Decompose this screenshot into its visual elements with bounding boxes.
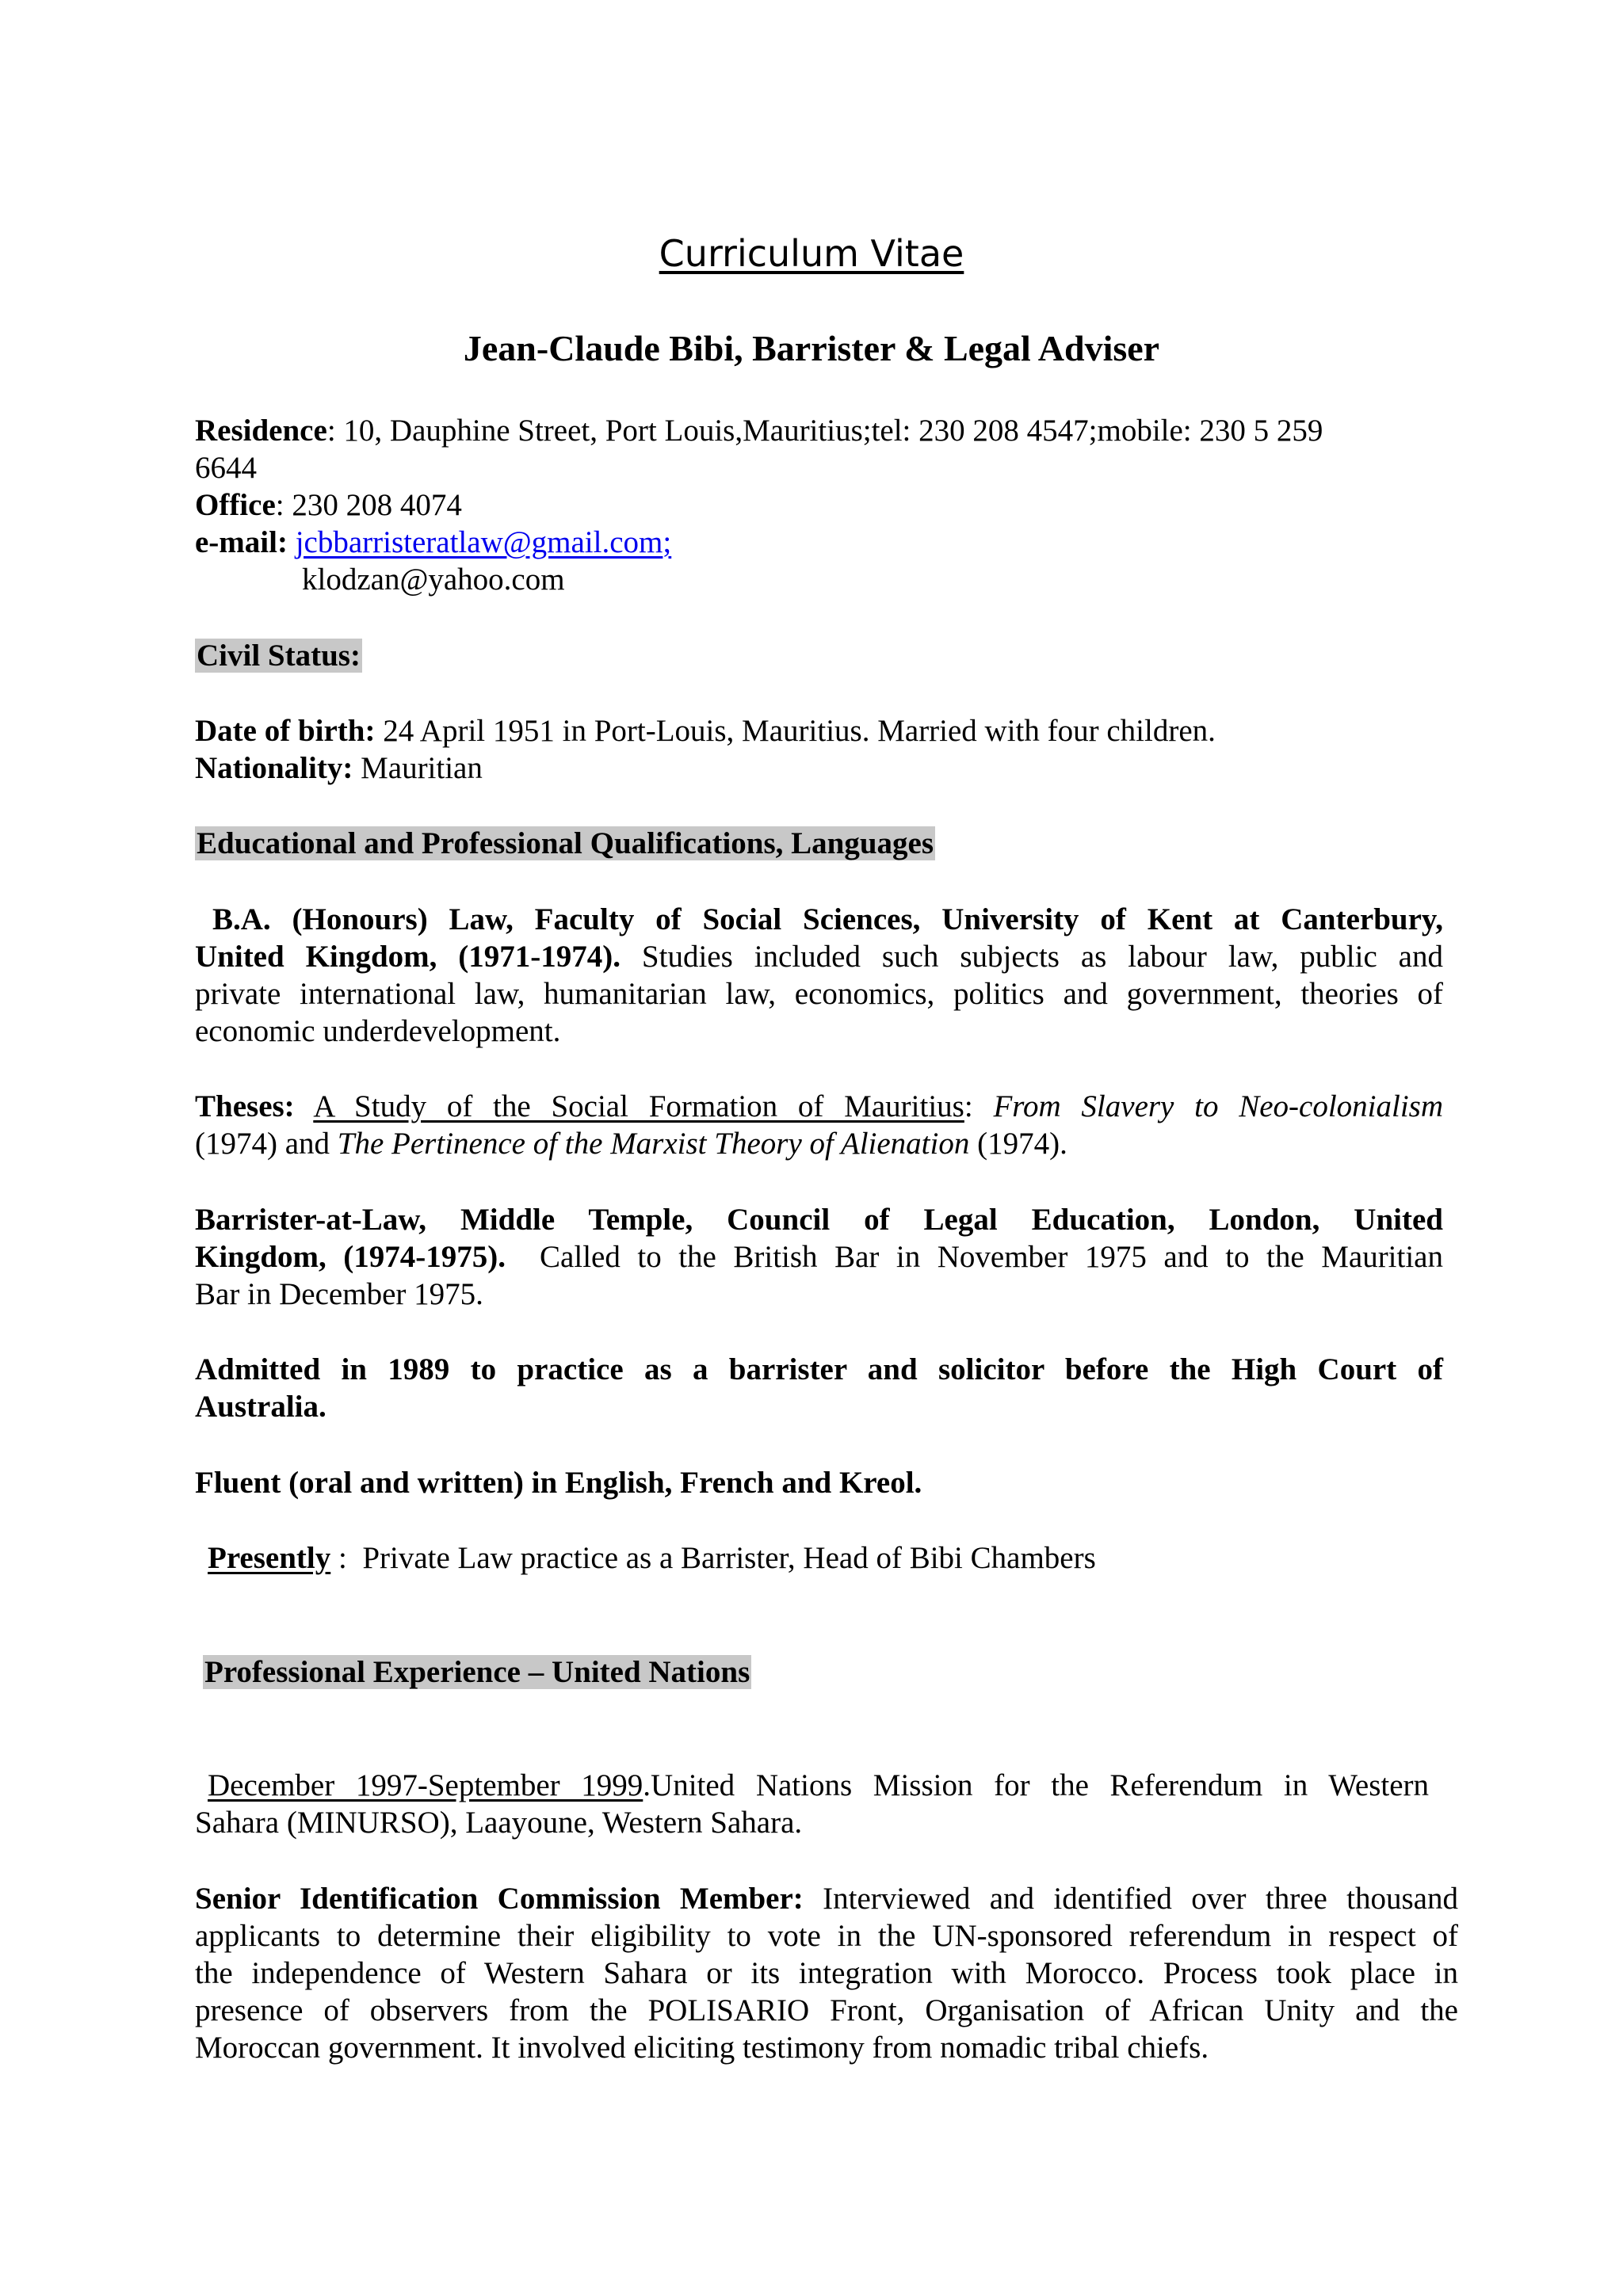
residence-line-cont: 6644 — [195, 451, 257, 485]
ba-line-4: economic underdevelopment. — [195, 1014, 561, 1048]
presently-line — [208, 1539, 1456, 1577]
theses-subtitle: From Slavery to Neo-colonialism — [993, 1089, 1444, 1123]
role-line-1: Senior Identification Commission Member: Interviewed and identified over three thousand — [195, 1882, 1458, 1916]
mission-line-1: December 1997-September 1999.United Nations Mission for the Referendum in Western — [208, 1768, 1429, 1802]
email-label: e-mail: — [195, 525, 288, 559]
dob-label: Date of birth: — [195, 714, 376, 748]
document-title: Curriculum Vitae — [659, 232, 964, 275]
admitted-line-1: Admitted in 1989 to practice as a barrister and solicitor before the High Court of — [195, 1352, 1443, 1386]
nationality-label: Nationality: — [195, 751, 353, 785]
ba-line-3: private international law, humanitarian law, economics, politics and government, theories of — [195, 977, 1443, 1011]
mission-period: December 1997-September 1999 — [208, 1768, 643, 1802]
residence-line — [195, 412, 1443, 449]
bar-line-2: Kingdom, (1974-1975). Called to the British Bar in November 1975 and to the Mauritian — [195, 1240, 1443, 1274]
experience-section — [203, 1653, 1451, 1691]
civil-status-section — [195, 637, 1443, 674]
theses-line-2: (1974) and The Pertinence of the Marxist Theory of Alienation (1974). — [195, 1127, 1067, 1161]
dob-line — [195, 712, 1443, 749]
role-line-3: the independence of Western Sahara or its integration with Morocco. Process took place in — [195, 1956, 1458, 1990]
role-line-4: presence of observers from the POLISARIO Front, Organisation of African Unity and the — [195, 1993, 1458, 2027]
admitted-line-2: Australia. — [195, 1390, 327, 1424]
ba-line-2: United Kingdom, (1971-1974). Studies included such subjects as labour law, public and — [195, 940, 1443, 974]
email-link[interactable]: jcbbarristeratlaw@gmail.com — [295, 525, 663, 559]
residence-label: Residence — [195, 414, 327, 448]
bar-line-1: Barrister-at-Law, Middle Temple, Council of Legal Education, London, United — [195, 1203, 1443, 1237]
office-line — [195, 486, 1443, 524]
role-line-5: Moroccan government. It involved eliciting testimony from nomadic tribal chiefs. — [195, 2031, 1209, 2065]
education-heading: Educational and Professional Qualifications, Languages — [197, 826, 934, 860]
name-heading: Jean-Claude Bibi, Barrister & Legal Adviser — [463, 328, 1160, 368]
residence-value: : 10, Dauphine Street, Port Louis,Mauritius;tel: 230 208 4547;mobile: 230 5 259 — [327, 414, 1323, 448]
email-separator: ; — [663, 525, 672, 559]
civil-status-heading: Civil Status: — [197, 639, 361, 673]
presently-label: Presently — [208, 1541, 331, 1575]
education-section — [195, 825, 1443, 862]
email-line — [195, 524, 1443, 561]
ba-line-1: B.A. (Honours) Law, Faculty of Social Sciences, University of Kent at Canterbury, — [212, 902, 1443, 936]
presently-value: : Private Law practice as a Barrister, Head of Bibi Chambers — [330, 1541, 1096, 1575]
dob-value: 24 April 1951 in Port-Louis, Mauritius. Married with four children. — [375, 714, 1216, 748]
office-label: Office — [195, 488, 276, 522]
nationality-line — [195, 749, 1443, 787]
theses-title: A Study of the Social Formation of Mauritius — [313, 1089, 964, 1123]
role-line-2: applicants to determine their eligibility to vote in the UN-sponsored referendum in respect of — [195, 1919, 1458, 1953]
theses-line-1: Theses: A Study of the Social Formation of Mauritius: From Slavery to Neo-colonialism — [195, 1089, 1444, 1123]
role-label: Senior Identification Commission Member: — [195, 1882, 804, 1916]
bar-line-3: Bar in December 1975. — [195, 1277, 483, 1311]
email-secondary: klodzan@yahoo.com — [302, 563, 565, 597]
theses-label: Theses: — [195, 1089, 295, 1123]
languages-line: Fluent (oral and written) in English, French and Kreol. — [195, 1466, 922, 1500]
experience-heading: Professional Experience – United Nations — [204, 1655, 750, 1689]
nationality-value: Mauritian — [353, 751, 483, 785]
office-value: : 230 208 4074 — [275, 488, 462, 522]
mission-line-2: Sahara (MINURSO), Laayoune, Western Sahara. — [195, 1806, 803, 1840]
